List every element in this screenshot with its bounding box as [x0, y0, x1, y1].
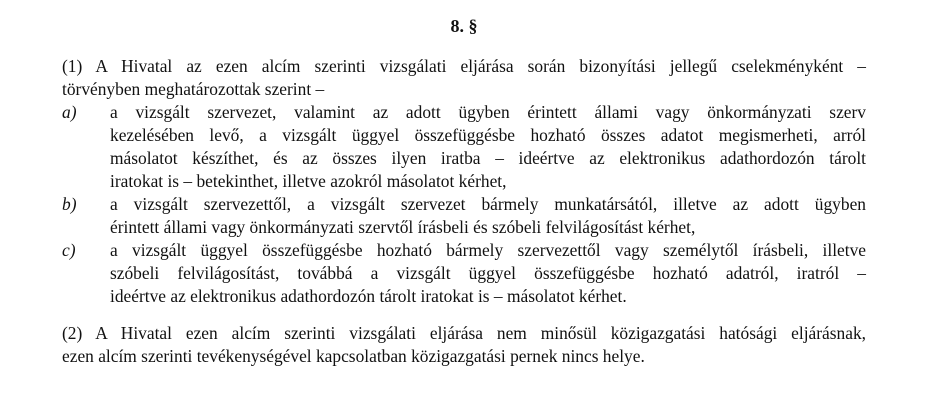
list-item-line: másolatot készíthet, és az összes ilyen iratba – ideértve az elektronikus adathordozón tárolt — [110, 148, 866, 168]
document-page — [62, 14, 866, 368]
list-item-b — [62, 193, 866, 239]
paragraph-2 — [62, 322, 866, 368]
list-item-text — [110, 239, 866, 308]
list-item-a — [62, 101, 866, 193]
list-item-marker: a) — [62, 102, 77, 122]
list-item-line: ideértve az elektronikus adathordozón tárolt iratokat is – másolatot kérhet. — [110, 286, 627, 306]
paragraph-1-line: törvényben meghatározottak szerint – — [62, 79, 325, 99]
paragraph-2-line: (2) A Hivatal ezen alcím szerinti vizsgálati eljárása nem minősül közigazgatási hatósági eljárásnak, — [62, 323, 866, 343]
list-item-marker: b) — [62, 194, 77, 214]
list-item-line: a vizsgált üggyel összefüggésbe hozható bármely szervezettől vagy személytől írásbeli, illetve — [110, 240, 866, 260]
paragraph-1-line: (1) A Hivatal az ezen alcím szerinti vizsgálati eljárása során bizonyítási jellegű cselekményként – — [62, 56, 866, 76]
section-heading: 8. § — [450, 16, 478, 36]
list-item-line: szóbeli felvilágosítást, továbbá a vizsgált üggyel összefüggésbe hozható adatról, iratról – — [110, 263, 866, 283]
list-item-line: a vizsgált szervezet, valamint az adott ügyben érintett állami vagy önkormányzati szerv — [110, 102, 866, 122]
list-item-text — [110, 193, 866, 239]
list-item-marker: c) — [62, 240, 76, 260]
list-item-c — [62, 239, 866, 308]
list-item-text — [110, 101, 866, 193]
list-item-line: iratokat is – betekinthet, illetve azokról másolatot kérhet, — [110, 171, 507, 191]
paragraph-spacer — [62, 308, 866, 322]
list-item-line: érintett állami vagy önkormányzati szervtől írásbeli és szóbeli felvilágosítást kérhet, — [110, 217, 696, 237]
list-item-line: kezelésében levő, a vizsgált üggyel összefüggésbe hozható összes adatot megismerheti, arról — [110, 125, 866, 145]
paragraph-2-line: ezen alcím szerinti tevékenységével kapcsolatban közigazgatási pernek nincs helye. — [62, 346, 645, 366]
paragraph-1 — [62, 55, 866, 101]
list-item-line: a vizsgált szervezettől, a vizsgált szervezet bármely munkatársától, illetve az adott ügyben — [110, 194, 866, 214]
